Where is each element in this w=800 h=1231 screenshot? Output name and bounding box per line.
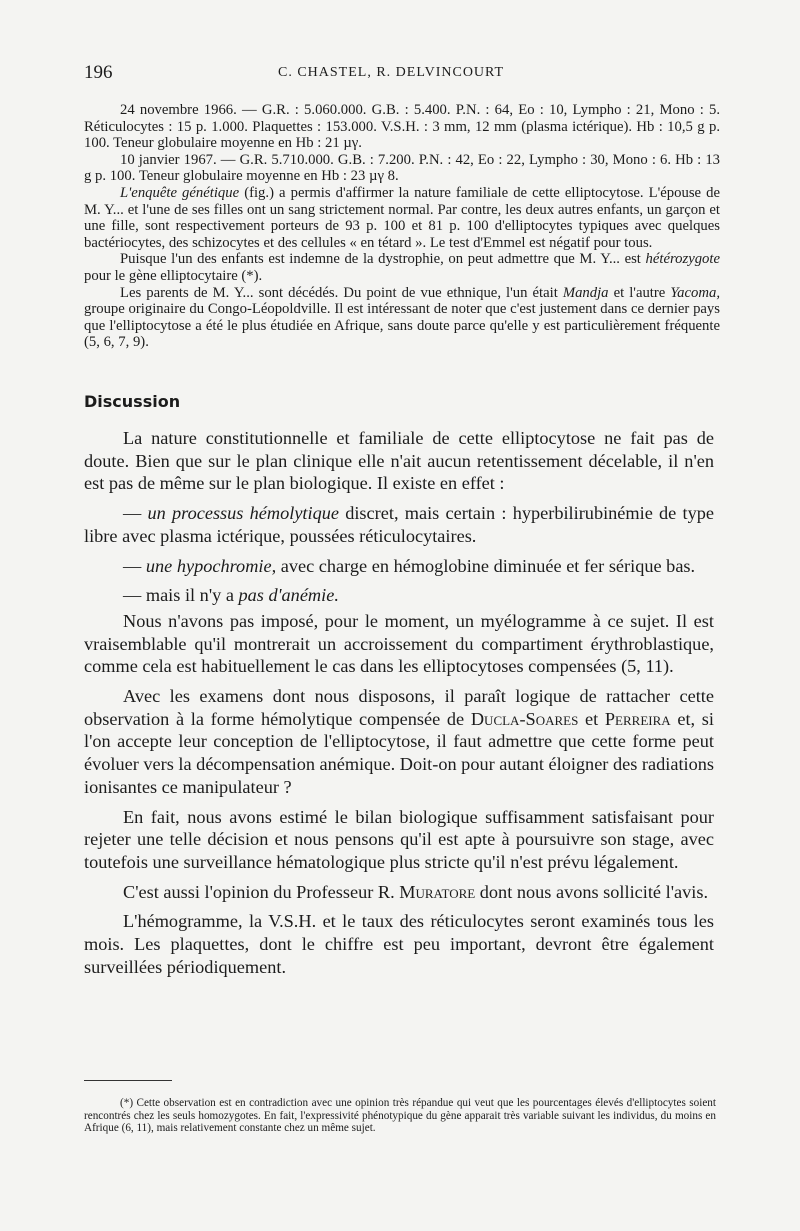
case-report-block	[84, 102, 720, 351]
bullet-item	[84, 502, 714, 547]
italic-term: un processus hémolytique	[147, 503, 339, 524]
bullet-item	[84, 584, 714, 607]
footnote: (*) Cette observation est en contradiction avec une opinion très répandue qui veut que les pourcentages élevés d'elliptocytes soient rencontrés chez les seuls homozygotes. En fait, l'expressivité phénotypique du gène apparait très variable suivant les individus, du moins en Afrique (6, 11), mais relativement constante chez un même sujet.	[84, 1097, 716, 1135]
discussion-paragraph: La nature constitutionnelle et familiale de cette elliptocytose ne fait pas de doute. Bien que sur le plan clinique elle n'ait aucun retentissement décelable, il n'en est pas de même sur le plan biologique. Il existe en effet :	[84, 428, 714, 494]
paragraph-text: Avec les examens dont nous disposons, il paraît logique de rattacher cette observation à la forme hémolytique compensée de	[84, 686, 714, 729]
bullet-text: discret, mais certain : hyperbilirubinémie de type libre avec plasma ictérique, poussées réticulocytaires.	[84, 503, 714, 546]
footnote-divider	[84, 1080, 172, 1081]
discussion-paragraph	[84, 881, 714, 904]
case-report-text: 24 novembre 1966. — G.R. : 5.060.000. G.B. : 5.400. P.N. : 64, Eo : 10, Lympho : 21, Mono : 5. Réticulocytes : 15 p. 1.000. Plaquettes : 153.000. V.S.H. : 3 mm, 12 mm (plasma ictérique). Hb : 10,5 g p. 100. Teneur globulaire moyenne en Hb : 21 µγ.	[84, 102, 720, 152]
ethnicity-paragraph	[84, 285, 720, 351]
author-name: Ducla-Soares	[470, 708, 579, 729]
case-report-text: (fig.) a permis d'affirmer la nature familiale de cette elliptocytose. L'épouse de M. Y... et l'une de ses filles ont un sang strictement normal. Par contre, les deux autres enfants, un garçon et une fille, sont respectivement porteurs de 93 p. 100 et 81 p. 100 d'elliptocytes typiques avec quelques bactériocytes, des schizocytes et des cellules « en tétard ». Le test d'Emmel est négatif pour tous.	[84, 184, 720, 251]
page-number: 196	[84, 62, 113, 83]
dash: —	[123, 555, 146, 576]
discussion-paragraph	[84, 685, 714, 799]
paragraph-text: et	[578, 708, 605, 729]
italic-term: une hypochromie,	[145, 555, 277, 576]
heterozygote-paragraph	[84, 251, 720, 284]
italic-term: L'enquête génétique	[120, 184, 240, 201]
italic-term: pas d'anémie.	[238, 585, 339, 606]
author-name: Perreira	[604, 708, 671, 729]
discussion-paragraph: En fait, nous avons estimé le bilan biologique suffisamment satisfaisant pour rejeter une telle décision et nous pensons qu'il est apte à poursuivre son stage, avec toutefois une surveillance hématologique plus stricte qu'il n'est prévu légalement.	[84, 806, 714, 872]
discussion-paragraph: L'hémogramme, la V.S.H. et le taux des réticulocytes seront examinés tous les mois. Les plaquettes, dont le chiffre est peu important, devront être également surveillées périodiquement.	[84, 911, 714, 977]
running-head: C. CHASTEL, R. DELVINCOURT	[278, 65, 505, 80]
case-report-text: 10 janvier 1967. — G.R. 5.710.000. G.B. : 7.200. P.N. : 42, Eo : 22, Lympho : 30, Mono : 6. Hb : 13 g p. 100. Teneur globulaire moyenne en Hb : 23 µγ 8.	[84, 151, 720, 185]
case-report-text: groupe originaire du Congo-Léopoldville. Il est intéressant de noter que c'est justement dans ce dernier pays que l'elliptocytose a été le plus étudiée en Afrique, sans doute parce qu'elle y est particulièrement fréquente (5, 6, 7, 9).	[84, 301, 720, 351]
dash: —	[123, 503, 148, 524]
case-report-text: pour le gène elliptocytaire (*).	[84, 267, 263, 284]
paragraph-text: dont nous avons sollicité l'avis.	[475, 881, 709, 902]
page-header	[84, 62, 720, 86]
bullet-item	[84, 555, 714, 578]
italic-term: Mandja	[562, 284, 609, 301]
case-report-text: et l'autre	[608, 284, 671, 301]
italic-term: Yacoma,	[670, 284, 721, 301]
italic-term: hétérozygote	[645, 251, 720, 268]
discussion-paragraph: Nous n'avons pas imposé, pour le moment, un myélogramme à ce sujet. Il est vraisemblable qu'il montrerait un accroissement du compartiment érythroblastique, comme cela est habituellement le cas dans les elliptocytoses compensées (5, 11).	[84, 610, 714, 677]
genetic-survey-paragraph	[84, 185, 720, 251]
author-name: Muratore	[399, 881, 476, 902]
case-report-text: Puisque l'un des enfants est indemne de la dystrophie, on peut admettre que M. Y... est	[120, 251, 646, 268]
case-report-paragraph	[84, 152, 720, 185]
paragraph-text: C'est aussi l'opinion du Professeur R.	[123, 881, 400, 902]
case-report-paragraph	[84, 102, 720, 152]
bullet-text: — mais il n'y a	[123, 585, 239, 606]
bullet-text: avec charge en hémoglobine diminuée et fer sérique bas.	[276, 555, 696, 576]
paragraph-text: et, si l'on accepte leur conception de l'elliptocytose, il faut admettre que cette forme peut évoluer vers la décompensation anémique. Doit-on pour autant éloigner des radiations ionisantes ce manipulateur ?	[84, 708, 714, 797]
discussion-body	[84, 427, 714, 985]
case-report-text: Les parents de M. Y... sont décédés. Du point de vue ethnique, l'un était	[120, 284, 563, 301]
section-heading: Discussion	[84, 392, 181, 411]
